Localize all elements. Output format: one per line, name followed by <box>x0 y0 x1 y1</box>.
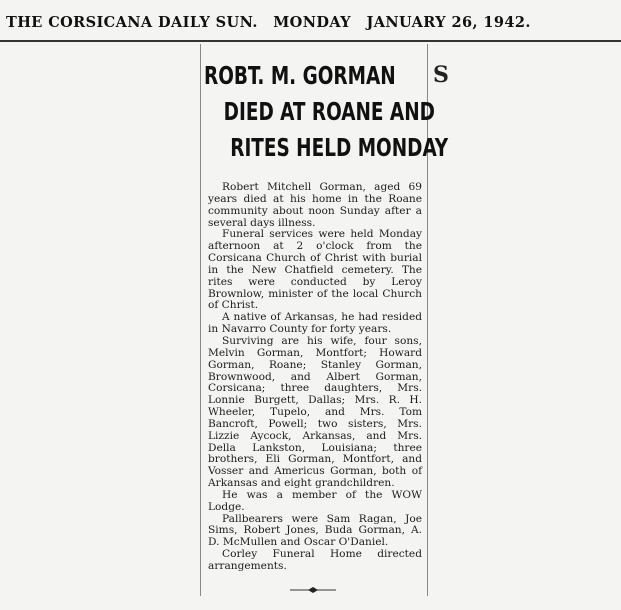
paragraph: Funeral services were held Monday afternoon at 2 o'clock from the Corsicana Church of Christ with burial in the New Chatfield cemetery. The rites were conducted by Leroy Brownlow, minister of the local Church of Christ. <box>208 228 422 312</box>
paragraph: Robert Mitchell Gorman, aged 69 years died at his home in the Roane community about noon Sunday after a several days illness. <box>208 181 422 229</box>
date-text: JANUARY 26, 1942. <box>366 14 531 31</box>
paragraph: Corley Funeral Home directed arrangements. <box>208 548 422 572</box>
obituary-article <box>204 58 449 166</box>
masthead-rule <box>0 40 621 42</box>
masthead <box>6 14 618 31</box>
article-body <box>208 182 422 573</box>
paragraph: Surviving are his wife, four sons, Melvin Gorman, Montfort; Howard Gorman, Roane; Stanley Gorman, Brownwood, and Albert Gorman, Corsicana; three daughters, Mrs. Lonnie Burgett, Dallas; Mrs. R. H. Wheeler, Tupelo, and Mrs. Tom Bancroft, Powell; two sisters, Mrs. Lizzie Aycock, Arkansas, and Mrs. Della Lankston, Louisiana; three brothers, Eli Gorman, Montfort, and Vosser and Americus Gorman, both of Arkansas and eight grandchildren. <box>208 334 422 490</box>
column-rule-left <box>200 44 201 596</box>
neighbor-column-fragment: S <box>433 62 449 88</box>
end-ornament-icon <box>290 586 336 594</box>
paper-name: THE CORSICANA DAILY SUN. <box>6 14 258 31</box>
headline-line: RITES HELD MONDAY <box>230 133 449 162</box>
headline-line: DIED AT ROANE AND <box>223 97 435 126</box>
paragraph: Pallbearers were Sam Ragan, Joe Sims, Robert Jones, Buda Gorman, A. D. McMullen and Oscar O'Daniel. <box>208 512 422 549</box>
headline <box>204 58 449 166</box>
paragraph: He was a member of the WOW Lodge. <box>208 488 422 513</box>
paragraph: A native of Arkansas, he had resided in Navarro County for forty years. <box>208 311 422 336</box>
day-text: MONDAY <box>273 14 352 31</box>
headline-line: ROBT. M. GORMAN <box>204 61 396 90</box>
